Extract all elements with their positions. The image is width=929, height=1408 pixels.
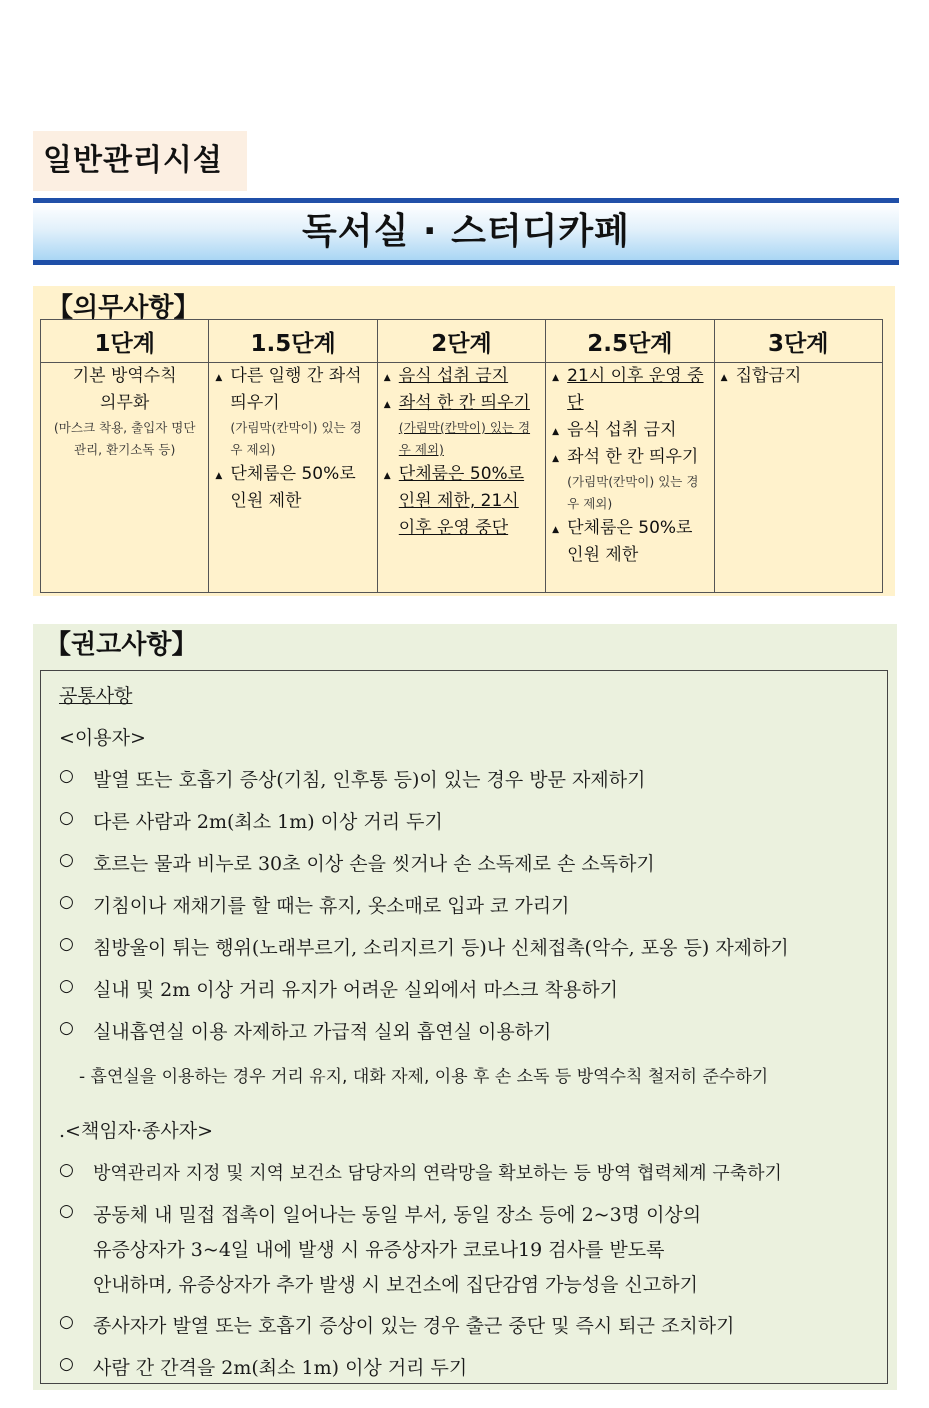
staff-item: 사람 간 간격을 2m(최소 1m) 이상 거리 두기 bbox=[93, 1357, 468, 1379]
category-label: 일반관리시설 bbox=[33, 131, 247, 191]
level-item: ▲ 음식 섭취 금지 bbox=[552, 417, 707, 444]
level-note: (가림막(칸막이) 있는 경우 제외) bbox=[230, 420, 362, 457]
level-2.5-cell bbox=[546, 363, 714, 593]
level-text: 의무화 bbox=[100, 393, 150, 413]
bullet-icon: ○ bbox=[59, 976, 74, 996]
staff-item-continued: 유증상자가 3~4일 내에 발생 시 유증상자가 코로나19 검사를 받도록 bbox=[93, 1239, 665, 1261]
levels-table bbox=[40, 319, 883, 593]
bullet-icon: ○ bbox=[59, 766, 74, 786]
level-item: ▲ 좌석 한 칸 띄우기 (가림막(칸막이) 있는 경우 제외) bbox=[384, 390, 539, 461]
obligations-section bbox=[33, 286, 895, 596]
level-item: ▲ 단체룸은 50%로 인원 제한 bbox=[552, 515, 707, 569]
level-item: ▲ 단체룸은 50%로 인원 제한, 21시 이후 운영 중단 bbox=[384, 461, 539, 542]
level-item: ▲ 단체룸은 50%로 인원 제한 bbox=[215, 461, 370, 515]
user-item: 호르는 물과 비누로 30초 이상 손을 씻거나 손 소독제로 손 소독하기 bbox=[93, 853, 655, 875]
level-text: 기본 방역수칙 bbox=[72, 366, 177, 386]
bullet-icon: ○ bbox=[59, 1160, 74, 1180]
obligations-heading: 【의무사항】 bbox=[47, 293, 200, 323]
level-note: (가림막(칸막이) 있는 경우 제외) bbox=[398, 420, 531, 457]
user-item: 기침이나 재채기를 할 때는 휴지, 옷소매로 입과 코 가리기 bbox=[93, 895, 570, 917]
user-item: 다른 사람과 2m(최소 1m) 이상 거리 두기 bbox=[93, 811, 443, 833]
staff-item-continued: 안내하며, 유증상자가 추가 발생 시 보건소에 집단감염 가능성을 신고하기 bbox=[93, 1274, 698, 1296]
level-header: 2.5단계 bbox=[546, 320, 714, 363]
user-item: 실내흡연실 이용 자제하고 가급적 실외 흡연실 이용하기 bbox=[93, 1021, 552, 1043]
bullet-icon: ○ bbox=[59, 808, 74, 828]
user-item: 발열 또는 호흡기 증상(기침, 인후통 등)이 있는 경우 방문 자제하기 bbox=[93, 769, 646, 791]
level-1-cell bbox=[41, 363, 209, 593]
bullet-icon: ○ bbox=[59, 934, 74, 954]
staff-item: 종사자가 발열 또는 호흡기 증상이 있는 경우 출근 중단 및 즉시 퇴근 조치하기 bbox=[93, 1315, 735, 1337]
level-item: ▲ 음식 섭취 금지 bbox=[384, 363, 539, 390]
bullet-icon: ○ bbox=[59, 1018, 74, 1038]
staff-title: .<책임자·종사자> bbox=[59, 1120, 214, 1142]
common-title: 공통사항 bbox=[59, 685, 133, 707]
level-header: 2단계 bbox=[377, 320, 545, 363]
level-header: 1단계 bbox=[41, 320, 209, 363]
level-note: (가림막(칸막이) 있는 경우 제외) bbox=[567, 474, 699, 511]
bullet-icon: ○ bbox=[59, 1312, 74, 1332]
level-header: 3단계 bbox=[714, 320, 882, 363]
recommendations-box bbox=[40, 670, 888, 1384]
level-2-cell bbox=[377, 363, 545, 593]
level-note: (마스크 착용, 출입자 명단 관리, 환기소독 등) bbox=[53, 420, 196, 457]
level-item: ▲ 다른 일행 간 좌석 띄우기 (가림막(칸막이) 있는 경우 제외) bbox=[215, 363, 370, 461]
bullet-icon: ○ bbox=[59, 850, 74, 870]
level-item: ▲ 21시 이후 운영 중단 bbox=[552, 363, 707, 417]
user-item: 침방울이 튀는 행위(노래부르기, 소리지르기 등)나 신체접촉(악수, 포옹 등) 자제하기 bbox=[93, 937, 789, 959]
recommendations-heading: 【권고사항】 bbox=[45, 630, 198, 660]
bullet-icon: ○ bbox=[59, 1354, 74, 1374]
users-title: <이용자> bbox=[59, 727, 146, 749]
level-header: 1.5단계 bbox=[209, 320, 377, 363]
level-1.5-cell bbox=[209, 363, 377, 593]
page-title: 독서실 · 스터디카페 bbox=[33, 198, 899, 265]
bullet-icon: ○ bbox=[59, 1201, 74, 1221]
recommendations-section bbox=[33, 624, 897, 1390]
smoking-subitem: - 흡연실을 이용하는 경우 거리 유지, 대화 자제, 이용 후 손 소독 등 방역수칙 철저히 준수하기 bbox=[79, 1067, 769, 1087]
level-item: ▲ 좌석 한 칸 띄우기 (가림막(칸막이) 있는 경우 제외) bbox=[552, 444, 707, 515]
bullet-icon: ○ bbox=[59, 892, 74, 912]
level-3-cell bbox=[714, 363, 882, 593]
user-item: 실내 및 2m 이상 거리 유지가 어려운 실외에서 마스크 착용하기 bbox=[93, 979, 618, 1001]
staff-item: 공동체 내 밀접 접촉이 일어나는 동일 부서, 동일 장소 등에 2~3명 이상의 bbox=[93, 1204, 702, 1226]
level-item: ▲ 집합금지 bbox=[721, 363, 876, 390]
staff-item: 방역관리자 지정 및 지역 보건소 담당자의 연락망을 확보하는 등 방역 협력체계 구축하기 bbox=[93, 1163, 782, 1184]
